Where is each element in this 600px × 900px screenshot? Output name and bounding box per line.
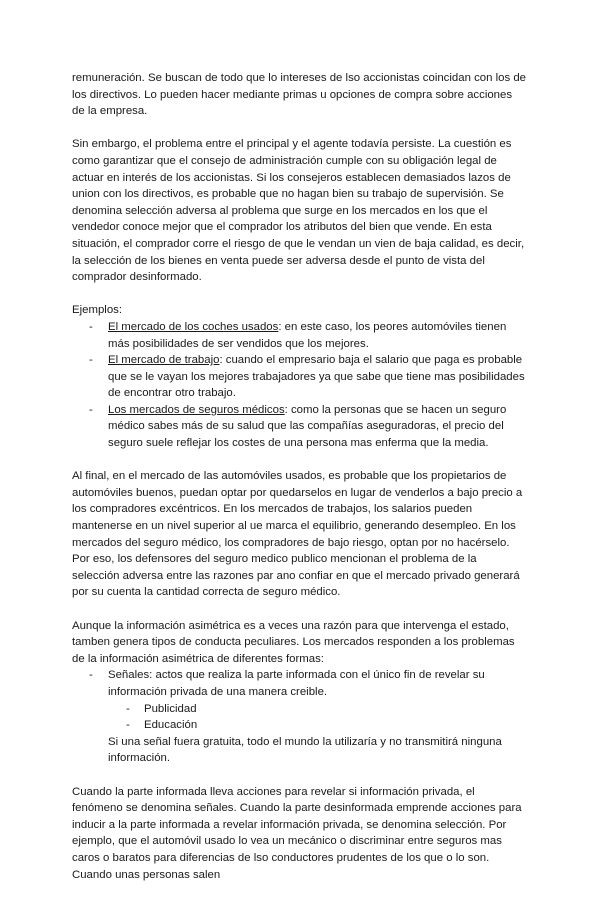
paragraph-mercado-automoviles: Al final, en el mercado de las automóviles usados, es probable que los propietarios de automóviles buenos, puedan optar por quedarselos en lugar de venderlos a bajo precio a los compradores excéntricos. En los mercados de trabajos, los salarios pueden mantenerse en un nivel superior al ue marca el equilibrio, generando desempleo. En los mercados del seguro médico, los compradores de bajo riesgo, optan por no hacérselo. Por eso, los defensores del seguro medico publico mencionan el problema de la selección adversa entre las razones par ano confiar en que el mercado privado generará por su cuenta la cantidad correcta de seguro médico. — [72, 470, 523, 599]
list-item — [72, 667, 526, 767]
examples-heading: Ejemplos: — [72, 304, 123, 317]
sublist-item: - Publicidad — [108, 701, 526, 718]
paragraph-remuneracion: remuneración. Se buscan de todo que lo intereses de lso accionistas coincidan con los de los directivos. Lo pueden hacer mediante primas u opciones de compra sobre acciones de la empresa. — [72, 72, 527, 118]
example-term: El mercado de los coches usados — [108, 320, 279, 333]
sublist-item: - Educación — [108, 717, 526, 734]
signals-sublist — [108, 701, 526, 734]
list-item — [72, 402, 526, 452]
example-text: : cuando el empresario baja el salario que paga es probable que se le vayan los mejores trabajadores ya que sabe que tiene mas posibilidades de encontrar otro trabajo. — [108, 354, 525, 400]
examples-list — [72, 319, 526, 452]
example-text: : en este caso, los peores automóviles tienen más posibilidades de ser vendidos que los mejores. — [108, 320, 507, 350]
list-item — [72, 319, 526, 352]
document-page — [72, 70, 526, 900]
example-term: El mercado de trabajo — [108, 354, 220, 367]
example-term: Los mercados de seguros médicos — [108, 403, 285, 416]
forms-list — [72, 667, 526, 767]
paragraph-seleccion-adversa: Sin embargo, el problema entre el principal y el agente todavía persiste. La cuestión es como garantizar que el consejo de administración cumple con su obligación legal de actuar en interés de los accionistas. Si los consejeros establecen demasiados lazos de union con los directivos, es probable que no hagan bien su trabajo de supervisión. Se denomina selección adversa al problema que surge en los mercados en los que el vendedor conoce mejor que el comprador los atributos del bien que vende. En esta situación, el comprador corre el riesgo de que le vendan un vien de baja calidad, es decir, la selección de los bienes en venta puede ser adversa desde el punto de vista del comprador desinformado. — [72, 138, 525, 284]
paragraph-informacion-asimetrica: Aunque la información asimétrica es a veces una razón para que intervenga el estado, tamben genera tipos de conducta peculiares. Los mercados responden a los problemas de la información asimétrica de diferentes formas: — [72, 619, 515, 665]
paragraph-senales-seleccion: Cuando la parte informada lleva acciones para revelar si información privada, el fenómeno se denomina señales. Cuando la parte desinformada emprende acciones para inducir a la parte informada a revelar información privada, se denomina selección. Por ejemplo, que el automóvil usado lo vea un mecánico o discriminar entre seguros mas caros o baratos para diferencias de lso conductores prudentes de los que o lo son. Cuando unas personas salen — [72, 785, 522, 881]
example-text: : como la personas que se hacen un seguro médico sabes más de su salud que las compañías aseguradoras, el precio del seguro suele reflejar los costes de una persona mas enferma que la media. — [108, 403, 507, 450]
list-item — [72, 352, 526, 402]
signals-text: Señales: actos que realiza la parte informada con el único fin de revelar su información privada de una manera creible. — [108, 669, 485, 698]
signals-note: Si una señal fuera gratuita, todo el mundo la utilizaría y no transmitirá ninguna información. — [108, 735, 502, 765]
